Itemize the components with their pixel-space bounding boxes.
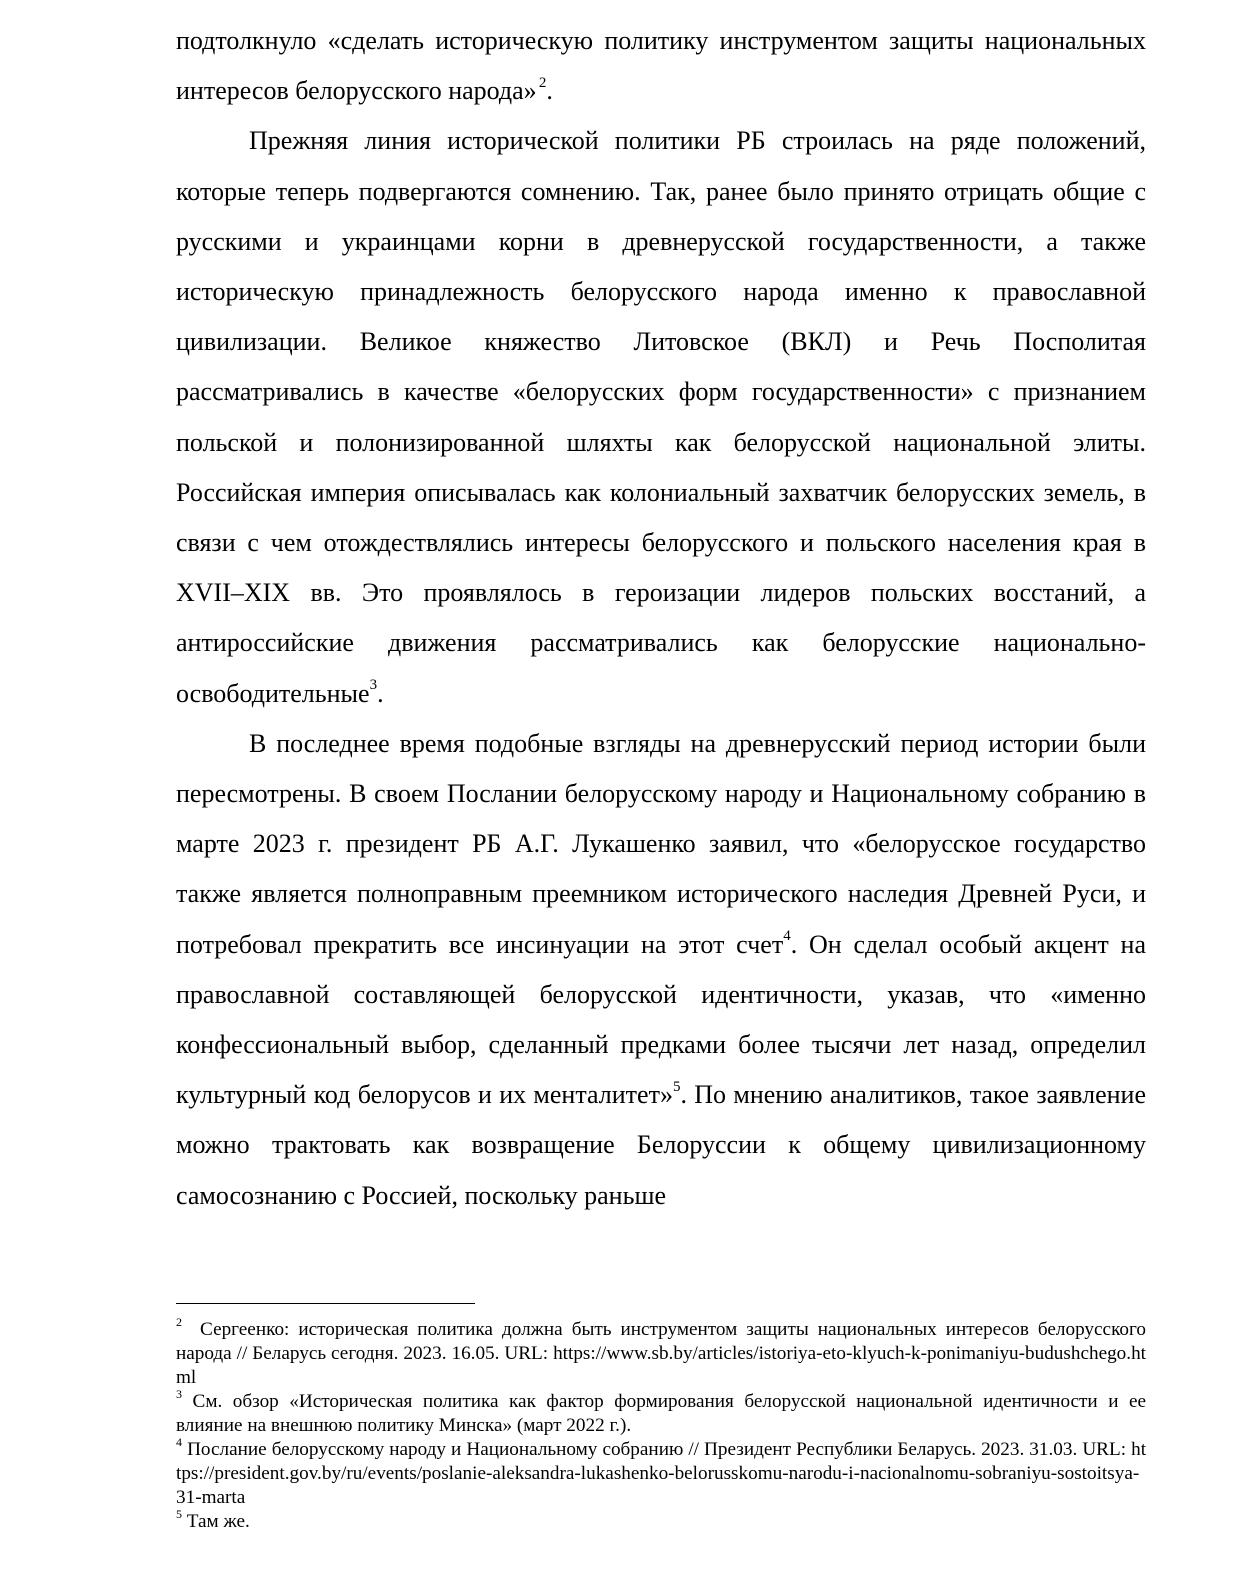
paragraph-2 (176, 116, 1146, 718)
document-body (176, 16, 1146, 1221)
footnote-separator (176, 1303, 475, 1304)
footnote-number: 5 (176, 1506, 182, 1521)
paragraph-1-tail: . (546, 76, 553, 106)
footnote-link[interactable]: https://www.sb.by/articles/istoriya-eto-klyuch-k-ponimaniyu-budushchego.html (176, 1343, 1146, 1388)
footnote-2 (176, 1314, 1146, 1390)
footnote-text: Сергеенко: историческая политика должна быть инструментом защиты национальных интересов белорусского народа // Беларусь сегодня. 2023. 16.05. URL: (176, 1319, 1146, 1364)
footnote-4 (176, 1434, 1147, 1510)
paragraph-2-tail: . (377, 678, 384, 708)
paragraph-1 (176, 16, 1146, 116)
footnote-link[interactable]: https://president.gov.by/ru/events/poslanie-aleksandra-lukashenko-belorusskomu-narodu-i-nacionalnomu-sobraniyu-sostoitsya-31-marta (176, 1439, 1147, 1508)
paragraph-1-text: подтолкнуло «сделать историческую политику инструментом защиты национальных интересов белорусского народа» (176, 26, 1146, 106)
footnote-5 (176, 1506, 1146, 1534)
paragraph-3-text-a: В последнее время подобные взгляды на древнерусский период истории были пересмотрены. В своем Послании белорусскому народу и Национальному собранию в марте 2023 г. президент РБ А.Г. Лукашенко заявил, что «белорусское государство также является полноправным преемником исторического наследия Древней Руси, и потребовал прекратить все инсинуации на этот счет (176, 728, 1146, 959)
footnote-text: Послание белорусскому народу и Национальному собранию // Президент Республики Беларусь. 2023. 31.03. URL: (187, 1439, 1127, 1460)
paragraph-3-text-c: . По мнению аналитиков, такое заявление можно трактовать как возвращение Белоруссии к общему цивилизационному самосознанию с Россией, поскольку раньше (176, 1080, 1147, 1210)
footnotes (176, 1314, 1147, 1534)
footnote-text: См. обзор «Историческая политика как фактор формирования белорусской национальной идентичности и ее влияние на внешнюю политику Минска» (март 2022 г.). (176, 1391, 1147, 1436)
footnote-ref-4[interactable]: 4 (783, 928, 791, 944)
footnote-3 (176, 1386, 1147, 1438)
footnote-ref-2[interactable]: 2 (538, 74, 547, 91)
footnote-ref-3[interactable]: 3 (369, 676, 378, 693)
footnote-ref-5[interactable]: 5 (672, 1078, 681, 1095)
paragraph-2-text: Прежняя линия исторической политики РБ строилась на ряде положений, которые теперь подвергаются сомнению. Так, ранее было принято отрицать общие с русскими и украинцами корни в древнерусской государственности, а также историческую принадлежность белорусского народа именно к православной цивилизации. Великое княжество Литовское (ВКЛ) и Речь Посполитая рассматривались в качестве «белорусских форм государственности» с признанием польской и полонизированной шляхты как белорусской национальной элиты. Российская империя описывалась как колониальный захватчик белорусских земель, в связи с чем отождествлялись интересы белорусского и польского населения края в XVII–XIX вв. Это проявлялось в героизации лидеров польских восстаний, а антироссийские движения рассматривались как белорусские национально-освободительные (176, 126, 1146, 708)
footnote-text: Там же. (186, 1511, 250, 1532)
footnote-number: 2 (176, 1314, 182, 1329)
paragraph-3-text-b: . Он сделал особый акцент на православной составляющей белорусской идентичности, указав, что «именно конфессиональный выбор, сделанный предками более тысячи лет назад, определил культурный код белорусов и их менталитет» (176, 929, 1147, 1110)
footnote-number: 3 (176, 1386, 182, 1401)
paragraph-3 (176, 719, 1146, 1221)
footnote-number: 4 (176, 1434, 182, 1449)
